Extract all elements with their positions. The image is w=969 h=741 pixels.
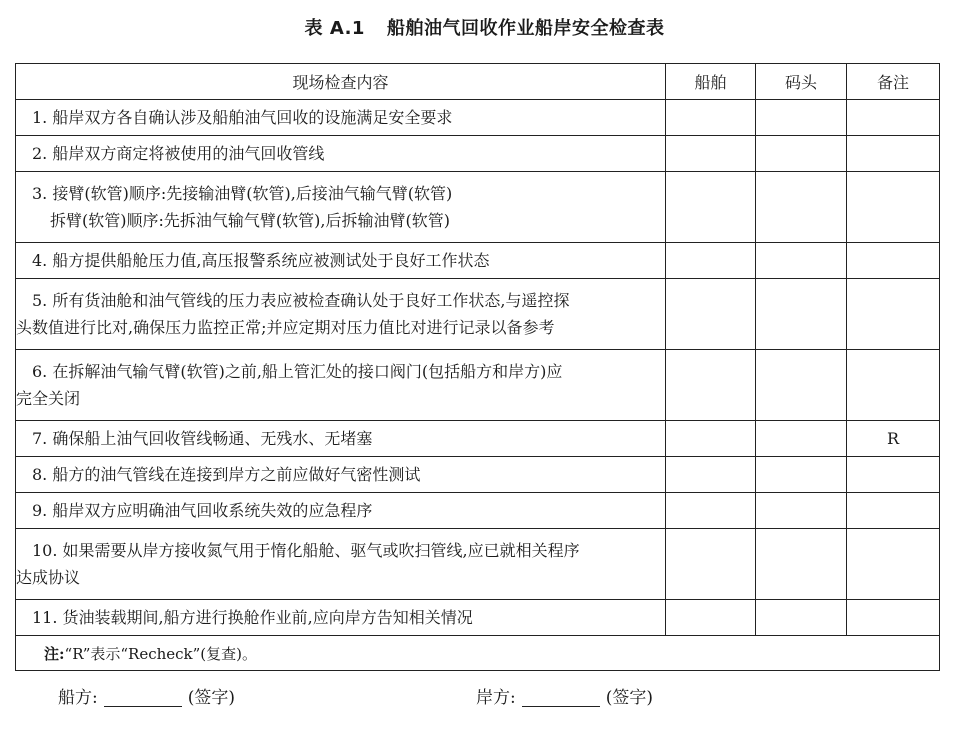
remark-cell[interactable] xyxy=(847,350,940,421)
ship-check-cell[interactable] xyxy=(666,421,756,457)
check-item-line: 3. 接臂(软管)顺序:先接输油臂(软管),后接油气输气臂(软管) xyxy=(32,184,453,203)
check-item xyxy=(16,279,666,350)
table-row xyxy=(16,350,940,421)
wharf-check-cell[interactable] xyxy=(756,136,847,172)
header-ship: 船舶 xyxy=(666,64,756,100)
check-item-line: 8. 船方的油气管线在连接到岸方之前应做好气密性测试 xyxy=(32,465,421,484)
ship-signature-line[interactable] xyxy=(104,688,182,707)
wharf-check-cell[interactable] xyxy=(756,350,847,421)
table-title: 船舶油气回收作业船岸安全检查表 xyxy=(386,18,665,39)
ship-check-cell[interactable] xyxy=(666,136,756,172)
shore-signature-suffix: (签字) xyxy=(605,688,653,708)
ship-check-cell[interactable] xyxy=(666,172,756,243)
header-content: 现场检查内容 xyxy=(16,64,666,100)
note-row xyxy=(16,636,940,671)
check-item-line: 6. 在拆解油气输气臂(软管)之前,船上管汇处的接口阀门(包括船方和岸方)应 xyxy=(32,362,563,381)
remark-cell[interactable] xyxy=(847,243,940,279)
check-item-line: 头数值进行比对,确保压力监控正常;并应定期对压力值比对进行记录以备参考 xyxy=(16,318,555,337)
remark-cell[interactable]: R xyxy=(847,421,940,457)
remark-cell[interactable] xyxy=(847,493,940,529)
shore-signature-line[interactable] xyxy=(522,688,600,707)
wharf-check-cell[interactable] xyxy=(756,243,847,279)
check-item xyxy=(16,493,666,529)
remark-cell[interactable] xyxy=(847,172,940,243)
ship-signature xyxy=(58,683,235,708)
check-item xyxy=(16,243,666,279)
remark-cell[interactable] xyxy=(847,529,940,600)
check-item-line: 7. 确保船上油气回收管线畅通、无残水、无堵塞 xyxy=(32,429,373,448)
ship-check-cell[interactable] xyxy=(666,243,756,279)
table-header-row xyxy=(16,64,940,100)
check-item-line: 1. 船岸双方各自确认涉及船舶油气回收的设施满足安全要求 xyxy=(32,108,453,127)
note-cell xyxy=(16,636,940,671)
table-row xyxy=(16,529,940,600)
table-row xyxy=(16,100,940,136)
wharf-check-cell[interactable] xyxy=(756,172,847,243)
table-row xyxy=(16,279,940,350)
check-item xyxy=(16,457,666,493)
check-item xyxy=(16,350,666,421)
wharf-check-cell[interactable] xyxy=(756,457,847,493)
table-row xyxy=(16,493,940,529)
table-row xyxy=(16,457,940,493)
check-item-line: 5. 所有货油舱和油气管线的压力表应被检查确认处于良好工作状态,与遥控探 xyxy=(32,291,570,310)
table-number: 表 A.1 xyxy=(304,18,365,39)
check-item xyxy=(16,421,666,457)
header-remark: 备注 xyxy=(847,64,940,100)
check-item-line: 4. 船方提供船舱压力值,高压报警系统应被测试处于良好工作状态 xyxy=(32,251,490,270)
safety-checklist-table xyxy=(15,63,940,671)
note-label: 注: xyxy=(44,644,65,663)
wharf-check-cell[interactable] xyxy=(756,279,847,350)
wharf-check-cell[interactable] xyxy=(756,529,847,600)
check-item-line: 2. 船岸双方商定将被使用的油气回收管线 xyxy=(32,144,325,163)
check-item-line: 10. 如果需要从岸方接收氮气用于惰化船舱、驱气或吹扫管线,应已就相关程序 xyxy=(32,541,580,560)
table-row xyxy=(16,421,940,457)
table-row xyxy=(16,243,940,279)
ship-check-cell[interactable] xyxy=(666,600,756,636)
shore-signature xyxy=(476,683,653,708)
check-item-line: 完全关闭 xyxy=(16,389,81,408)
remark-cell[interactable] xyxy=(847,100,940,136)
check-item xyxy=(16,600,666,636)
table-row xyxy=(16,600,940,636)
note-text: “R”表示“Recheck”(复查)。 xyxy=(64,644,257,663)
wharf-check-cell[interactable] xyxy=(756,493,847,529)
wharf-check-cell[interactable] xyxy=(756,421,847,457)
ship-check-cell[interactable] xyxy=(666,100,756,136)
check-item xyxy=(16,172,666,243)
wharf-check-cell[interactable] xyxy=(756,600,847,636)
table-row xyxy=(16,172,940,243)
check-item xyxy=(16,529,666,600)
check-item xyxy=(16,136,666,172)
remark-cell[interactable] xyxy=(847,136,940,172)
remark-cell[interactable] xyxy=(847,457,940,493)
check-item xyxy=(16,100,666,136)
check-item-line: 11. 货油装载期间,船方进行换舱作业前,应向岸方告知相关情况 xyxy=(32,608,473,627)
shore-signature-label: 岸方: xyxy=(476,688,516,708)
ship-signature-label: 船方: xyxy=(58,688,98,708)
ship-check-cell[interactable] xyxy=(666,529,756,600)
table-row xyxy=(16,136,940,172)
ship-check-cell[interactable] xyxy=(666,350,756,421)
remark-cell[interactable] xyxy=(847,279,940,350)
check-item-line: 拆臂(软管)顺序:先拆油气输气臂(软管),后拆输油臂(软管) xyxy=(50,211,450,230)
check-item-line: 达成协议 xyxy=(16,568,81,587)
check-item-line: 9. 船岸双方应明确油气回收系统失效的应急程序 xyxy=(32,501,373,520)
header-wharf: 码头 xyxy=(756,64,847,100)
ship-check-cell[interactable] xyxy=(666,457,756,493)
ship-check-cell[interactable] xyxy=(666,493,756,529)
page-title xyxy=(0,14,969,40)
ship-signature-suffix: (签字) xyxy=(187,688,235,708)
remark-cell[interactable] xyxy=(847,600,940,636)
ship-check-cell[interactable] xyxy=(666,279,756,350)
wharf-check-cell[interactable] xyxy=(756,100,847,136)
